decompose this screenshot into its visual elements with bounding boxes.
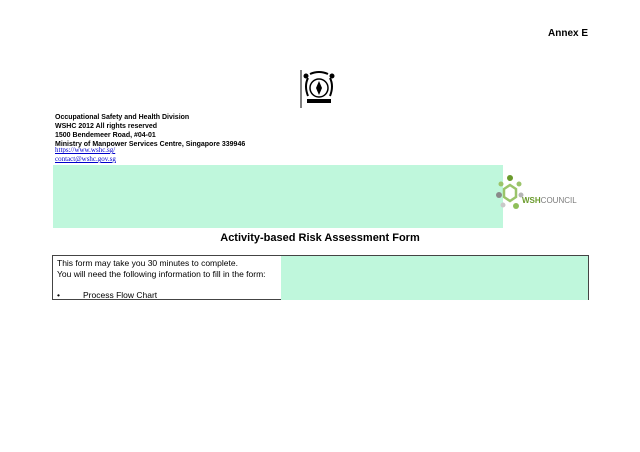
wordmark-wsh: WSH xyxy=(522,196,541,205)
intro-text xyxy=(57,258,266,301)
form-title: Activity-based Risk Assessment Form xyxy=(220,232,420,244)
intro-input-cell[interactable] xyxy=(281,256,588,300)
annex-label: Annex E xyxy=(548,28,589,39)
email-link[interactable]: contact@wshc.gov.sg xyxy=(55,155,116,163)
organization-block xyxy=(55,113,245,149)
rights-line: WSHC 2012 All rights reserved xyxy=(55,123,158,130)
wsh-hexagon-icon xyxy=(495,174,525,212)
wsh-council-logo xyxy=(495,174,585,212)
division-name: Occupational Safety and Health Division xyxy=(55,114,190,121)
coat-of-arms-icon xyxy=(298,68,340,110)
wsh-council-wordmark xyxy=(522,196,577,205)
bullet-symbol: • xyxy=(57,290,60,300)
wordmark-council: COUNCIL xyxy=(540,196,577,205)
website-link[interactable]: https://www.wshc.sg/ xyxy=(55,146,116,154)
intro-line-1: This form may take you 30 minutes to complete. xyxy=(57,258,238,268)
intro-table xyxy=(52,255,589,300)
list-item xyxy=(57,290,266,301)
header-input-band[interactable] xyxy=(53,165,503,228)
bullet-text: Process Flow Chart xyxy=(83,290,158,300)
ministry-line: Ministry of Manpower Services Centre, Singapore 339946 xyxy=(55,141,246,148)
intro-line-2: You will need the following information to fill in the form: xyxy=(57,269,266,279)
address-line: 1500 Bendemeer Road, #04-01 xyxy=(55,132,156,139)
